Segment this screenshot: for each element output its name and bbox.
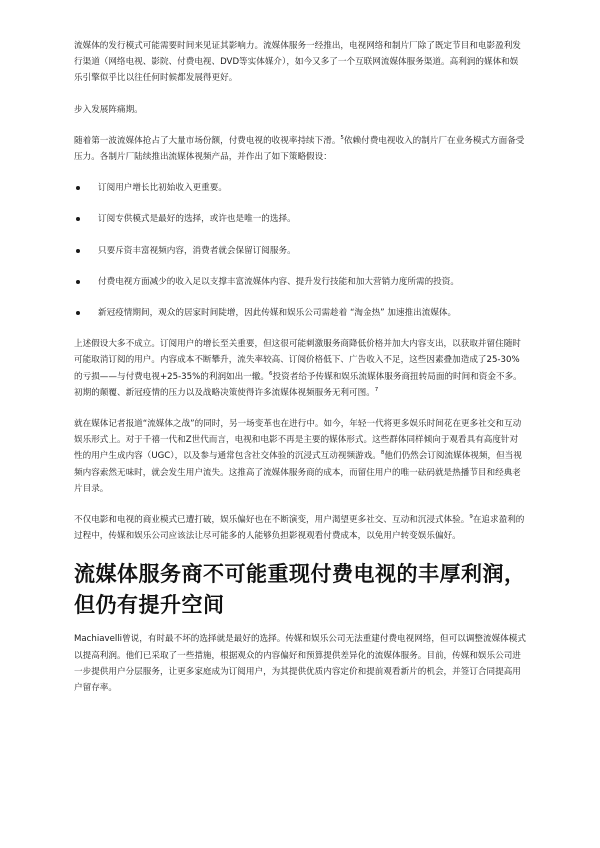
paragraph-text: 上述假设大多不成立。订阅用户的增长至关重要，但这很可能刺激服务商降低价格并加大内容支出，以获取并留住随时可能取消订阅的用户。内容成本不断攀升，流失率较高、订阅价格低下、广告收入不足，这些因素叠加造成了25-30%的亏损——与付费电视+25-35%的利润如出一辙。 (74, 339, 521, 382)
section-heading: 流媒体服务商不可能重现付费电视的丰厚利润，但仍有提升空间 (74, 562, 526, 618)
paragraph-text: 依赖付费电视收入的制片厂在业务模式方面备受压力。各制片厂陆续推出流媒体视频产品，并作出了如下策略假设： (74, 135, 525, 163)
footnote-ref: 8 (380, 450, 385, 457)
document-page (74, 38, 526, 711)
footnote-ref: 7 (374, 386, 379, 393)
paragraph-machiavelli: Machiavelli曾说，有时最不坏的选择就是最好的选择。传媒和娱乐公司无法重建付费电视网络，但可以调整流媒体模式以提高利润。他们已采取了一些措施，根据观众的内容偏好和预算提供差异化的流媒体服务。目前，传媒和娱乐公司进一步提供用户分层服务，让更多家庭成为订阅用户，为其提供优质内容定价和提前观看新片的机会，并签订合同提高用户留存率。 (74, 634, 526, 694)
list-item-text: 订阅用户增长比初始收入更重要。 (98, 183, 227, 194)
paragraph-preferences (74, 512, 526, 544)
list-item (74, 180, 526, 196)
list-item (74, 305, 526, 321)
list-item (74, 243, 526, 259)
assumption-list (74, 180, 526, 321)
bullet-icon (76, 186, 80, 190)
bullet-icon (76, 311, 80, 315)
bullet-icon (76, 280, 80, 284)
paragraph-text: 就在媒体记者报道“流媒体之战”的同时，另一场变革也在进行中。如今，年轻一代将更多娱乐时间花在更多社交和互动娱乐形式上。对于千禧一代和Z世代而言，电视和电影不再是主要的媒体形式。这些群体同样倾向于观看具有高度针对性的用户生成内容（UGC），以及参与通常包含社交体验的沉浸式互动视频游戏。 (74, 419, 522, 462)
paragraph-text: 不仅电影和电视的商业模式已遭打破，娱乐偏好也在不断演变，用户渴望更多社交、互动和沉浸式体验。 (74, 515, 470, 526)
list-item (74, 211, 526, 227)
paragraph-text: 他们仍然会订阅流媒体视频，但当视频内容索然无味时，就会发生用户流失。这推高了流媒体服务商的成本，而留住用户的唯一砝码就是热播节目和经典老片目录。 (74, 451, 522, 494)
paragraph-paytv-decline (74, 133, 526, 165)
paragraph-intro: 流媒体的发行模式可能需要时间来见证其影响力。流媒体服务一经推出，电视网络和制片厂除了既定节目和电影盈利发行渠道（网络电视、影院、付费电视、DVD等实体媒介），如今又多了一个互联网流媒体服务渠道。高利润的媒体和娱乐引擎似乎比以往任何时候都发展得更好。 (74, 41, 521, 84)
paragraph-text: 投资者给予传媒和娱乐流媒体服务商扭转局面的时间和资金不多。初期的颠覆、新冠疫情的压力以及战略决策使得许多流媒体视频服务无利可图。 (74, 371, 522, 398)
list-item (74, 274, 526, 290)
paragraph-streaming-war (74, 416, 526, 497)
paragraph-text: 随着第一波流媒体抢占了大量市场份额，付费电视的收视率持续下滑。 (74, 135, 341, 146)
footnote-ref: 6 (269, 370, 273, 377)
list-item-text: 付费电视方面减少的收入足以支撑丰富流媒体内容、提升发行技能和加大营销力度所需的投资。 (98, 276, 459, 287)
bullet-icon (76, 249, 80, 253)
list-item-text: 新冠疫情期间，观众的居家时间陡增，因此传媒和娱乐公司需趁着 “淘金热” 加速推出流媒体。 (98, 308, 457, 319)
paragraph-text: 在追求盈利的过程中，传媒和娱乐公司应该法让尽可能多的人能够负担影视观看付费成本，以免用户转变娱乐偏好。 (74, 515, 525, 542)
paragraph-assumptions-fail (74, 336, 526, 401)
bullet-icon (76, 217, 80, 221)
footnote-ref: 9 (469, 514, 473, 521)
paragraph-growing-pains: 步入发展阵痛期。 (74, 104, 143, 115)
footnote-ref: 5 (340, 134, 344, 141)
list-item-text: 订阅专供模式是最好的选择，或许也是唯一的选择。 (98, 214, 296, 225)
list-item-text: 只要斥资丰富视频内容，消费者就会保留订阅服务。 (98, 245, 296, 256)
